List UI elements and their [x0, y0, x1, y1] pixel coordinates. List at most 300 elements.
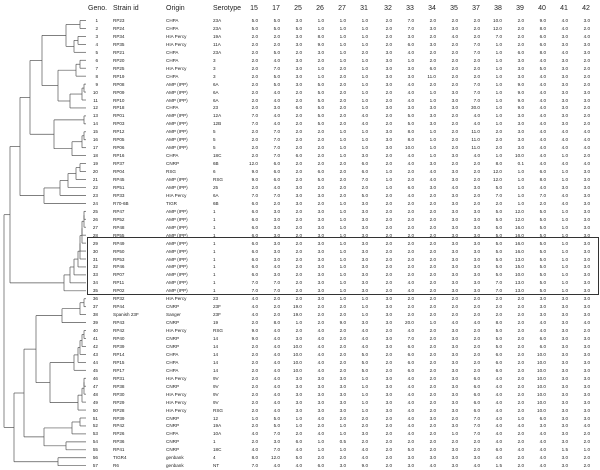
row-locus-value: 6.0	[251, 216, 258, 222]
row-locus-value: 2.0	[251, 399, 258, 405]
row-locus-value: 3.0	[385, 336, 392, 341]
row-locus-value: 2.0	[385, 447, 392, 453]
row-locus-value: 1.0	[517, 184, 524, 190]
row-strain-id: R70-6B	[113, 200, 129, 206]
row-locus-value: 3.0	[583, 184, 590, 190]
row-locus-value: 1.0	[385, 184, 392, 190]
row-origin: AMP (IPP)	[166, 288, 188, 294]
row-locus-value: 2.0	[517, 320, 524, 326]
row-locus-value: 3.0	[561, 407, 568, 413]
row-locus-value: 2.0	[473, 192, 480, 198]
row-locus-value: 2.0	[339, 192, 346, 198]
row-locus-value: 11.0	[471, 145, 480, 151]
row-locus-value: 4.0	[539, 184, 546, 190]
row-locus-value: 2.0	[495, 312, 502, 318]
row-locus-value: 7.0	[273, 145, 280, 151]
row-locus-value: 7.0	[273, 192, 280, 198]
row-strain-id: RP23	[113, 18, 125, 23]
row-serotype: 6A	[213, 89, 219, 95]
row-locus-value: 2.0	[251, 105, 258, 111]
row-locus-value: 2.0	[385, 216, 392, 222]
row-locus-value: 4.0	[583, 33, 590, 39]
row-locus-value: 1.0	[495, 153, 502, 159]
row-locus-value: 4.0	[517, 447, 524, 453]
row-origin: RSG	[166, 169, 176, 175]
row-serotype: 6B	[213, 161, 219, 167]
row-locus-value: 1.0	[361, 41, 368, 47]
row-locus-value: 3.0	[517, 73, 524, 79]
row-locus-value: 1.0	[561, 177, 568, 182]
row-locus-value: 3.0	[339, 399, 346, 405]
row-locus-value: 1.0	[361, 81, 368, 87]
row-locus-value: 4.0	[583, 129, 590, 135]
row-locus-value: 2.0	[517, 296, 524, 302]
row-locus-value: 2.0	[339, 73, 346, 79]
row-serotype: 12A	[213, 113, 222, 119]
row-locus-value: 2.0	[473, 200, 480, 206]
row-strain-id: R6	[113, 463, 119, 469]
row-locus-value: 3.0	[385, 73, 392, 79]
row-serotype: 23F	[213, 312, 221, 318]
row-locus-value: 7.0	[473, 415, 480, 421]
row-locus-value: 2.0	[495, 200, 502, 206]
row-locus-value: 3.0	[473, 184, 480, 190]
row-locus-value: 4.0	[361, 121, 368, 127]
row-locus-value: 4.0	[251, 304, 258, 310]
row-locus-value: 3.0	[361, 264, 368, 270]
row-locus-value: 3.0	[473, 288, 480, 294]
row-locus-value: 3.0	[539, 304, 546, 310]
row-locus-value: 4.0	[583, 161, 590, 167]
row-locus-value: 2.0	[429, 240, 436, 246]
row-strain-id: Spanish 23F	[113, 312, 139, 318]
row-locus-value: 3.0	[385, 407, 392, 413]
row-locus-value: 1.0	[495, 97, 502, 103]
row-locus-value: 2.0	[295, 272, 302, 278]
row-locus-value: 3.0	[561, 463, 568, 469]
row-locus-value: 2.0	[339, 113, 346, 119]
row-locus-value: 3.0	[385, 129, 392, 135]
row-locus-value: 3.0	[407, 105, 414, 111]
row-locus-value: 6.0	[539, 336, 546, 341]
row-locus-value: 3.0	[561, 121, 568, 127]
row-locus-value: 2.0	[317, 455, 324, 461]
row-locus-value: 2.0	[339, 177, 346, 182]
row-geno-number: 2	[95, 25, 98, 31]
row-geno-number: 1	[95, 18, 98, 23]
row-locus-value: 2.0	[473, 359, 480, 365]
row-locus-value: 2.0	[385, 240, 392, 246]
row-geno-number: 50	[92, 407, 98, 413]
row-serotype: 25	[213, 184, 219, 190]
row-serotype: 1	[213, 288, 216, 294]
row-locus-value: 2.0	[385, 208, 392, 214]
row-strain-id: RP19	[113, 73, 125, 79]
row-locus-value: 1.0	[385, 177, 392, 182]
row-locus-value: 3.0	[451, 463, 458, 469]
row-locus-value: 2.0	[385, 463, 392, 469]
row-geno-number: 7	[95, 65, 98, 71]
row-locus-value: 2.0	[451, 57, 458, 63]
row-locus-value: 2.0	[407, 240, 414, 246]
row-serotype: 1	[213, 240, 216, 246]
row-locus-value: 7.0	[251, 121, 258, 127]
row-locus-value: 2.0	[385, 367, 392, 373]
row-locus-value: 2.0	[451, 81, 458, 87]
row-origin: CHPA	[166, 49, 179, 55]
row-locus-value: 6.0	[473, 407, 480, 413]
row-locus-value: 2.0	[429, 359, 436, 365]
row-locus-value: 4.0	[251, 431, 258, 437]
row-locus-value: 4.0	[407, 399, 414, 405]
row-locus-value: 2.0	[339, 89, 346, 95]
row-locus-value: 3.0	[561, 105, 568, 111]
row-locus-value: 4.0	[473, 121, 480, 127]
row-locus-value: 3.0	[361, 288, 368, 294]
row-locus-value: 1.0	[561, 272, 568, 278]
row-locus-value: 1.5	[495, 463, 502, 469]
row-locus-value: 4.0	[539, 81, 546, 87]
row-locus-value: 4.0	[561, 18, 568, 23]
row-locus-value: 8.0	[539, 177, 546, 182]
row-locus-value: 6.0	[517, 49, 524, 55]
row-locus-value: 8.0	[495, 161, 502, 167]
row-locus-value: 4.0	[251, 447, 258, 453]
row-locus-value: 3.0	[473, 216, 480, 222]
row-locus-value: 2.0	[295, 145, 302, 151]
row-locus-value: 3.0	[385, 137, 392, 143]
row-locus-value: 4.0	[561, 49, 568, 55]
row-locus-value: 4.0	[539, 57, 546, 63]
row-locus-value: 3.0	[561, 383, 568, 389]
row-locus-value: 3.0	[317, 272, 324, 278]
row-origin: CHPA	[166, 25, 179, 31]
row-locus-value: 5.0	[495, 336, 502, 341]
row-locus-value: 2.0	[517, 25, 524, 31]
row-locus-value: 4.0	[407, 49, 414, 55]
row-locus-value: 2.0	[451, 304, 458, 310]
row-locus-value: 2.0	[385, 272, 392, 278]
row-locus-value: 3.0	[273, 224, 280, 230]
row-locus-value: 2.0	[473, 304, 480, 310]
row-locus-value: 5.0	[251, 18, 258, 23]
row-locus-value: 4.0	[583, 145, 590, 151]
row-locus-value: 12.0	[515, 216, 524, 222]
row-locus-value: 2.0	[429, 351, 436, 357]
row-locus-value: 2.0	[473, 343, 480, 349]
locus-header: 32	[384, 5, 392, 12]
row-locus-value: 6.0	[407, 359, 414, 365]
row-origin: HIA Percy	[166, 192, 187, 198]
row-locus-value: 3.0	[583, 296, 590, 302]
row-origin: HIA Percy	[166, 41, 187, 47]
row-locus-value: 3.0	[385, 343, 392, 349]
row-locus-value: 2.0	[317, 161, 324, 167]
row-locus-value: 6.0	[317, 169, 324, 175]
row-strain-id: RP09	[113, 89, 125, 95]
row-locus-value: 9.0	[251, 336, 258, 341]
row-locus-value: 5.0	[539, 248, 546, 254]
row-origin: CHPA	[166, 367, 179, 373]
row-locus-value: 1.0	[561, 153, 568, 159]
row-origin: CHPA	[166, 359, 179, 365]
row-locus-value: 7.0	[273, 280, 280, 286]
row-locus-value: 4.0	[561, 129, 568, 135]
row-locus-value: 3.0	[361, 431, 368, 437]
row-origin: CHPA	[166, 431, 179, 437]
row-locus-value: 2.0	[251, 383, 258, 389]
row-serotype: 6	[213, 169, 216, 175]
locus-header: 26	[316, 5, 324, 12]
row-strain-id: RP46	[113, 264, 125, 270]
row-locus-value: 10.0	[537, 359, 546, 365]
row-locus-value: 1.0	[339, 423, 346, 429]
row-origin: CNRP	[166, 320, 180, 326]
row-locus-value: 3.0	[451, 224, 458, 230]
row-locus-value: 4.0	[539, 161, 546, 167]
row-locus-value: 8.0	[317, 33, 324, 39]
row-locus-value: 1.0	[517, 415, 524, 421]
row-locus-value: 2.0	[407, 177, 414, 182]
row-locus-value: 1.0	[495, 41, 502, 47]
row-locus-value: 3.0	[295, 391, 302, 397]
row-locus-value: 3.0	[583, 343, 590, 349]
row-serotype: 6B	[213, 200, 219, 206]
row-locus-value: 4.0	[539, 137, 546, 143]
row-locus-value: 3.0	[473, 232, 480, 238]
row-locus-value: 6.0	[361, 161, 368, 167]
row-locus-value: 8.0	[273, 320, 280, 326]
row-locus-value: 2.0	[583, 121, 590, 127]
row-origin: AMP (IPP)	[166, 256, 188, 262]
row-locus-value: 2.0	[429, 49, 436, 55]
row-locus-value: 2.0	[295, 288, 302, 294]
row-locus-value: 2.0	[429, 232, 436, 238]
row-locus-value: 3.0	[429, 41, 436, 47]
row-origin: HIA Percy	[166, 65, 187, 71]
row-locus-value: 1.0	[317, 447, 324, 453]
row-locus-value: 2.0	[251, 375, 258, 381]
row-locus-value: 16.0	[515, 248, 524, 254]
row-locus-value: 3.0	[385, 145, 392, 151]
row-locus-value: 3.0	[317, 216, 324, 222]
row-locus-value: 1.0	[495, 73, 502, 79]
locus-header: 25	[294, 5, 302, 12]
row-locus-value: 1.0	[361, 304, 368, 310]
row-locus-value: 4.0	[539, 320, 546, 326]
row-geno-number: 27	[92, 224, 98, 230]
row-origin: CNRP	[166, 304, 180, 310]
locus-header: 39	[516, 5, 524, 12]
row-locus-value: 3.0	[273, 272, 280, 278]
row-locus-value: 2.0	[385, 351, 392, 357]
row-locus-value: 10.0	[293, 343, 302, 349]
row-locus-value: 1.0	[339, 216, 346, 222]
row-locus-value: 4.0	[407, 375, 414, 381]
row-geno-number: 29	[92, 240, 98, 246]
row-locus-value: 2.0	[517, 328, 524, 334]
row-locus-value: 5.0	[495, 184, 502, 190]
row-locus-value: 1.0	[495, 65, 502, 71]
row-serotype: 10A	[213, 431, 222, 437]
row-locus-value: 4.0	[583, 320, 590, 326]
row-locus-value: 4.0	[495, 407, 502, 413]
row-locus-value: 3.0	[451, 105, 458, 111]
row-locus-value: 2.0	[429, 296, 436, 302]
row-locus-value: 19.0	[293, 312, 302, 318]
row-locus-value: 5.0	[495, 328, 502, 334]
row-geno-number: 55	[92, 447, 98, 453]
row-locus-value: 2.0	[251, 343, 258, 349]
row-strain-id: RP40	[113, 336, 125, 341]
row-locus-value: 4.0	[273, 343, 280, 349]
row-locus-value: 2.0	[517, 383, 524, 389]
row-locus-value: 4.0	[473, 463, 480, 469]
row-locus-value: 4.0	[407, 153, 414, 159]
row-locus-value: 5.0	[407, 113, 414, 119]
row-strain-id: RP25	[113, 65, 125, 71]
row-locus-value: 4.0	[407, 81, 414, 87]
row-locus-value: 1.0	[495, 113, 502, 119]
row-locus-value: 6.0	[495, 359, 502, 365]
row-strain-id: RP29	[113, 399, 125, 405]
row-locus-value: 2.0	[495, 137, 502, 143]
row-locus-value: 2.0	[429, 200, 436, 206]
row-locus-value: 5.0	[539, 208, 546, 214]
row-locus-value: 7.0	[251, 192, 258, 198]
row-strain-id: RP30	[113, 391, 125, 397]
row-locus-value: 3.0	[295, 375, 302, 381]
row-locus-value: 1.0	[339, 18, 346, 23]
row-locus-value: 7.0	[473, 81, 480, 87]
row-locus-value: 3.0	[561, 33, 568, 39]
row-locus-value: 3.0	[561, 351, 568, 357]
row-locus-value: 7.0	[251, 288, 258, 294]
row-locus-value: 4.0	[273, 336, 280, 341]
row-locus-value: 4.0	[407, 391, 414, 397]
row-locus-value: 3.0	[295, 73, 302, 79]
row-locus-value: 4.0	[273, 463, 280, 469]
row-locus-value: 3.0	[451, 272, 458, 278]
row-locus-value: 4.0	[273, 383, 280, 389]
row-locus-value: 1.0	[361, 137, 368, 143]
row-locus-value: 3.0	[561, 57, 568, 63]
row-serotype: 1	[213, 216, 216, 222]
row-locus-value: 3.0	[517, 137, 524, 143]
row-serotype: 23	[213, 296, 219, 302]
row-geno-number: 57	[92, 463, 98, 469]
row-locus-value: 3.0	[295, 33, 302, 39]
row-locus-value: 2.0	[385, 25, 392, 31]
row-locus-value: 2.0	[429, 336, 436, 341]
row-serotype: 1	[213, 224, 216, 230]
row-locus-value: 2.0	[339, 105, 346, 111]
row-serotype: 3	[213, 73, 216, 79]
row-serotype: RSG	[213, 407, 223, 413]
row-locus-value: 2.0	[583, 113, 590, 119]
row-locus-value: 2.0	[385, 439, 392, 445]
row-locus-value: 2.0	[517, 343, 524, 349]
row-locus-value: 2.0	[451, 65, 458, 71]
row-geno-number: 46	[92, 375, 98, 381]
row-locus-value: 3.0	[583, 169, 590, 175]
row-locus-value: 2.0	[473, 18, 480, 23]
row-locus-value: 4.0	[495, 455, 502, 461]
row-locus-value: 2.0	[517, 439, 524, 445]
row-locus-value: 3.0	[339, 391, 346, 397]
row-locus-value: 4.0	[561, 161, 568, 167]
row-locus-value: 2.0	[251, 81, 258, 87]
row-locus-value: 7.0	[251, 463, 258, 469]
row-locus-value: 3.0	[561, 359, 568, 365]
row-locus-value: 6.0	[539, 33, 546, 39]
row-geno-number: 41	[92, 336, 98, 341]
row-locus-value: 3.0	[385, 105, 392, 111]
row-locus-value: 4.0	[295, 463, 302, 469]
row-locus-value: 9.0	[539, 18, 546, 23]
row-locus-value: 2.0	[385, 41, 392, 47]
row-origin: AMP (IPP)	[166, 89, 188, 95]
row-geno-number: 9	[95, 81, 98, 87]
row-serotype: RSG	[213, 177, 223, 182]
row-strain-id: RP49	[113, 240, 125, 246]
row-locus-value: 5.0	[539, 65, 546, 71]
row-locus-value: 2.0	[583, 328, 590, 334]
row-locus-value: 2.0	[295, 208, 302, 214]
row-locus-value: 16.0	[515, 240, 524, 246]
row-locus-value: 2.0	[251, 49, 258, 55]
row-locus-value: 4.0	[317, 343, 324, 349]
row-locus-value: 3.0	[451, 89, 458, 95]
row-strain-id: RP41	[113, 447, 125, 453]
row-locus-value: 3.0	[361, 320, 368, 326]
row-locus-value: 8.0	[251, 455, 258, 461]
row-locus-value: 3.0	[583, 375, 590, 381]
row-locus-value: 2.0	[295, 224, 302, 230]
row-locus-value: 3.0	[317, 407, 324, 413]
row-locus-value: 7.0	[273, 431, 280, 437]
row-origin: HIA Percy	[166, 328, 187, 334]
row-locus-value: 1.0	[361, 89, 368, 95]
row-locus-value: 10.0	[515, 272, 524, 278]
row-locus-value: 3.0	[561, 399, 568, 405]
row-locus-value: 4.0	[407, 431, 414, 437]
row-locus-value: 2.0	[407, 169, 414, 175]
row-locus-value: 3.0	[407, 33, 414, 39]
row-locus-value: 4.0	[539, 97, 546, 103]
row-locus-value: 5.0	[539, 280, 546, 286]
row-strain-id: RP02	[113, 288, 125, 294]
row-locus-value: 12.0	[493, 169, 502, 175]
row-locus-value: 5.0	[317, 97, 324, 103]
row-locus-value: 4.0	[273, 375, 280, 381]
row-locus-value: 4.0	[539, 89, 546, 95]
row-origin: AMP (IPP)	[166, 272, 188, 278]
row-locus-value: 3.0	[539, 312, 546, 318]
row-locus-value: 1.0	[339, 288, 346, 294]
row-locus-value: 1.0	[495, 89, 502, 95]
row-locus-value: 6.0	[473, 383, 480, 389]
row-locus-value: 4.0	[583, 423, 590, 429]
row-locus-value: 3.0	[583, 264, 590, 270]
row-locus-value: 4.0	[251, 296, 258, 302]
row-locus-value: 2.0	[517, 463, 524, 469]
row-locus-value: 4.0	[273, 113, 280, 119]
row-locus-value: 2.0	[251, 320, 258, 326]
row-locus-value: 4.0	[407, 280, 414, 286]
row-locus-value: 9.0	[317, 41, 324, 47]
row-locus-value: 2.0	[251, 57, 258, 63]
